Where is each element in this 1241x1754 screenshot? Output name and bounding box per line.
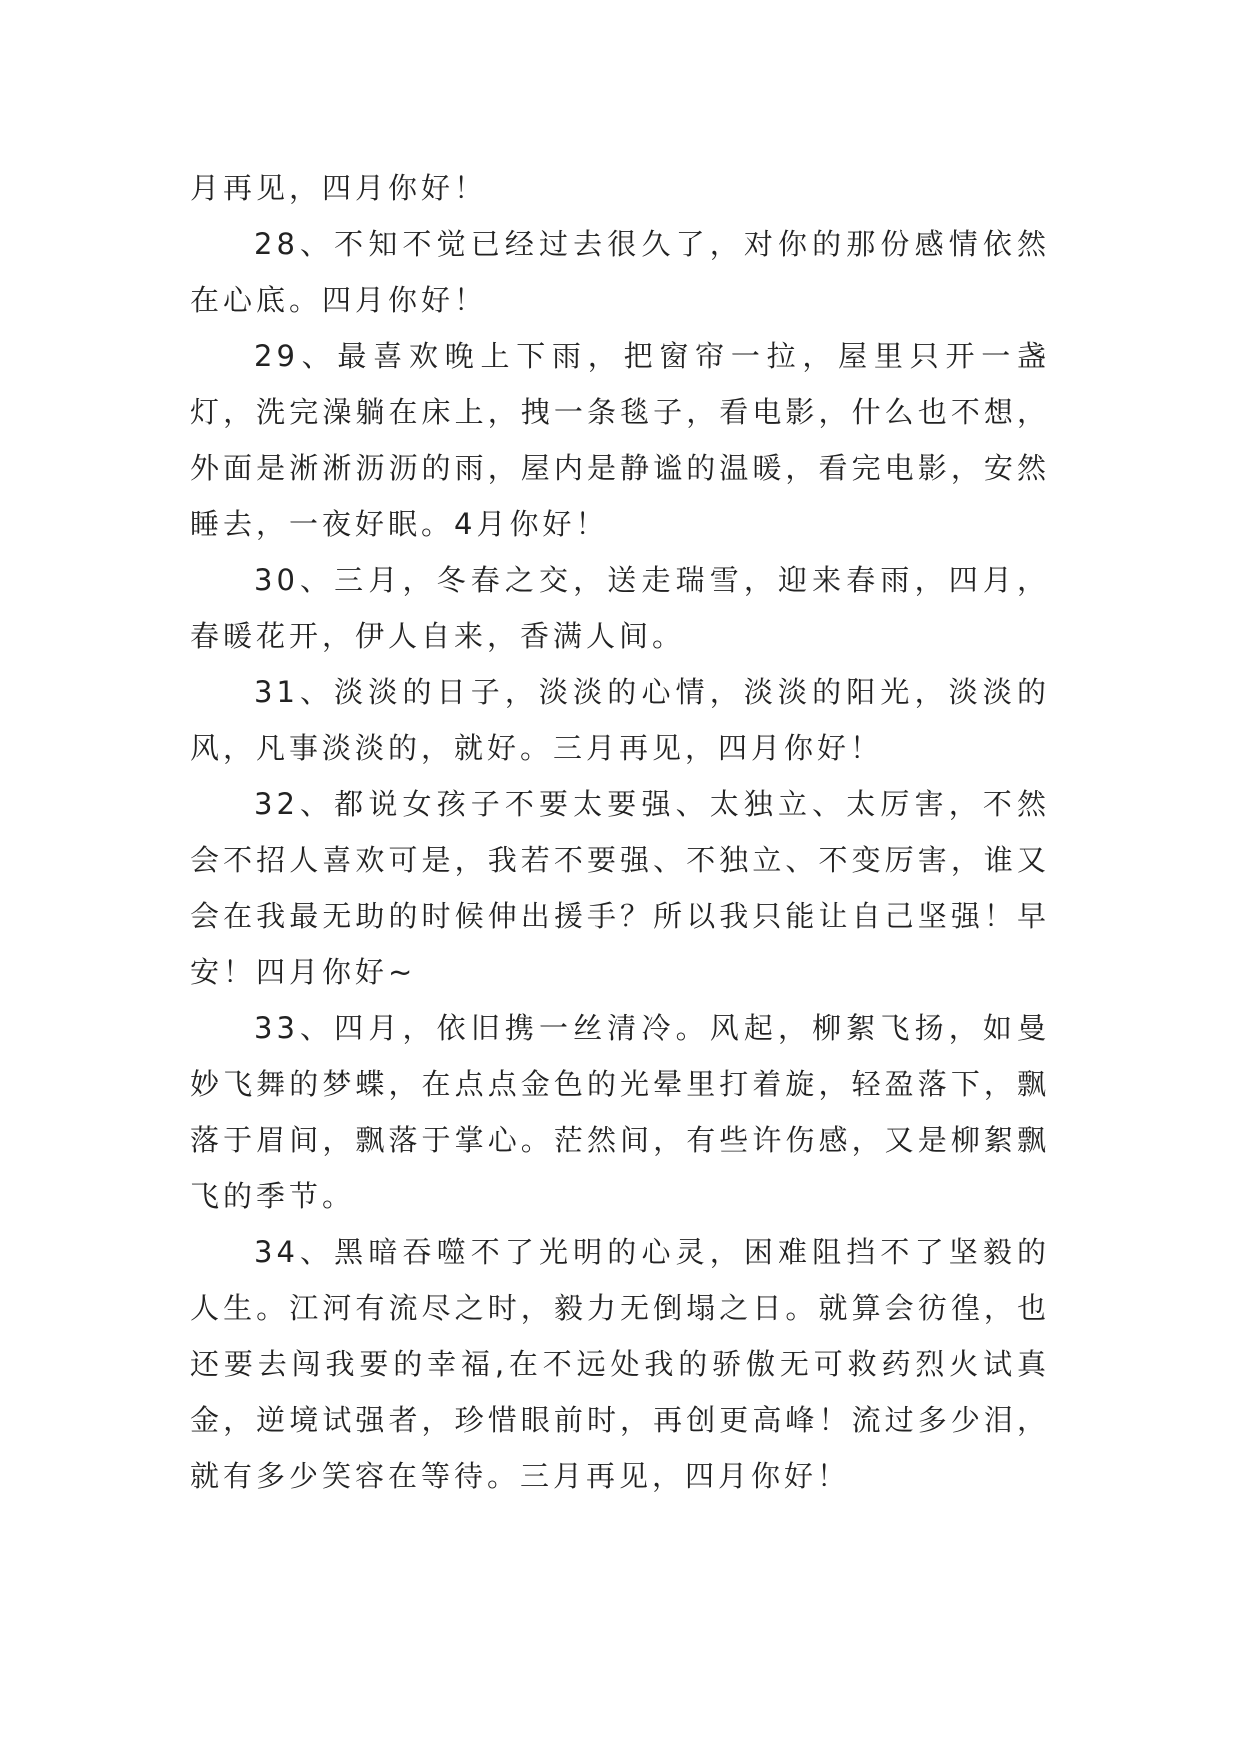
paragraph-item-29: 29、最喜欢晚上下雨，把窗帘一拉，屋里只开一盏灯，洗完澡躺在床上，拽一条毯子，看电影，什么也不想，外面是淅淅沥沥的雨，屋内是静谧的温暖，看完电影，安然睡去，一夜好眠。4月你好！: [190, 339, 1050, 541]
paragraph-item-28: 28、不知不觉已经过去很久了，对你的那份感情依然在心底。四月你好！: [190, 227, 1050, 317]
document-body: [190, 160, 1050, 1504]
paragraph-item-34: 34、黑暗吞噬不了光明的心灵，困难阻挡不了坚毅的人生。江河有流尽之时，毅力无倒塌之日。就算会彷徨，也还要去闯我要的幸福,在不远处我的骄傲无可救药烈火试真金，逆境试强者，珍惜眼前时，再创更高峰！流过多少泪，就有多少笑容在等待。三月再见，四月你好！: [190, 1235, 1050, 1493]
paragraph-item-31: 31、淡淡的日子，淡淡的心情，淡淡的阳光，淡淡的风，凡事淡淡的，就好。三月再见，四月你好！: [190, 675, 1050, 765]
paragraph-item-33: 33、四月，依旧携一丝清冷。风起，柳絮飞扬，如曼妙飞舞的梦蝶，在点点金色的光晕里打着旋，轻盈落下，飘落于眉间，飘落于掌心。茫然间，有些许伤感，又是柳絮飘飞的季节。: [190, 1011, 1050, 1213]
paragraph-item-32: 32、都说女孩子不要太要强、太独立、太厉害，不然会不招人喜欢可是，我若不要强、不独立、不变厉害，谁又会在我最无助的时候伸出援手？所以我只能让自己坚强！早安！四月你好~: [190, 787, 1050, 989]
paragraph-item-30: 30、三月，冬春之交，送走瑞雪，迎来春雨，四月，春暖花开，伊人自来，香满人间。: [190, 563, 1050, 653]
paragraph-continuation: 月再见，四月你好！: [190, 171, 488, 205]
